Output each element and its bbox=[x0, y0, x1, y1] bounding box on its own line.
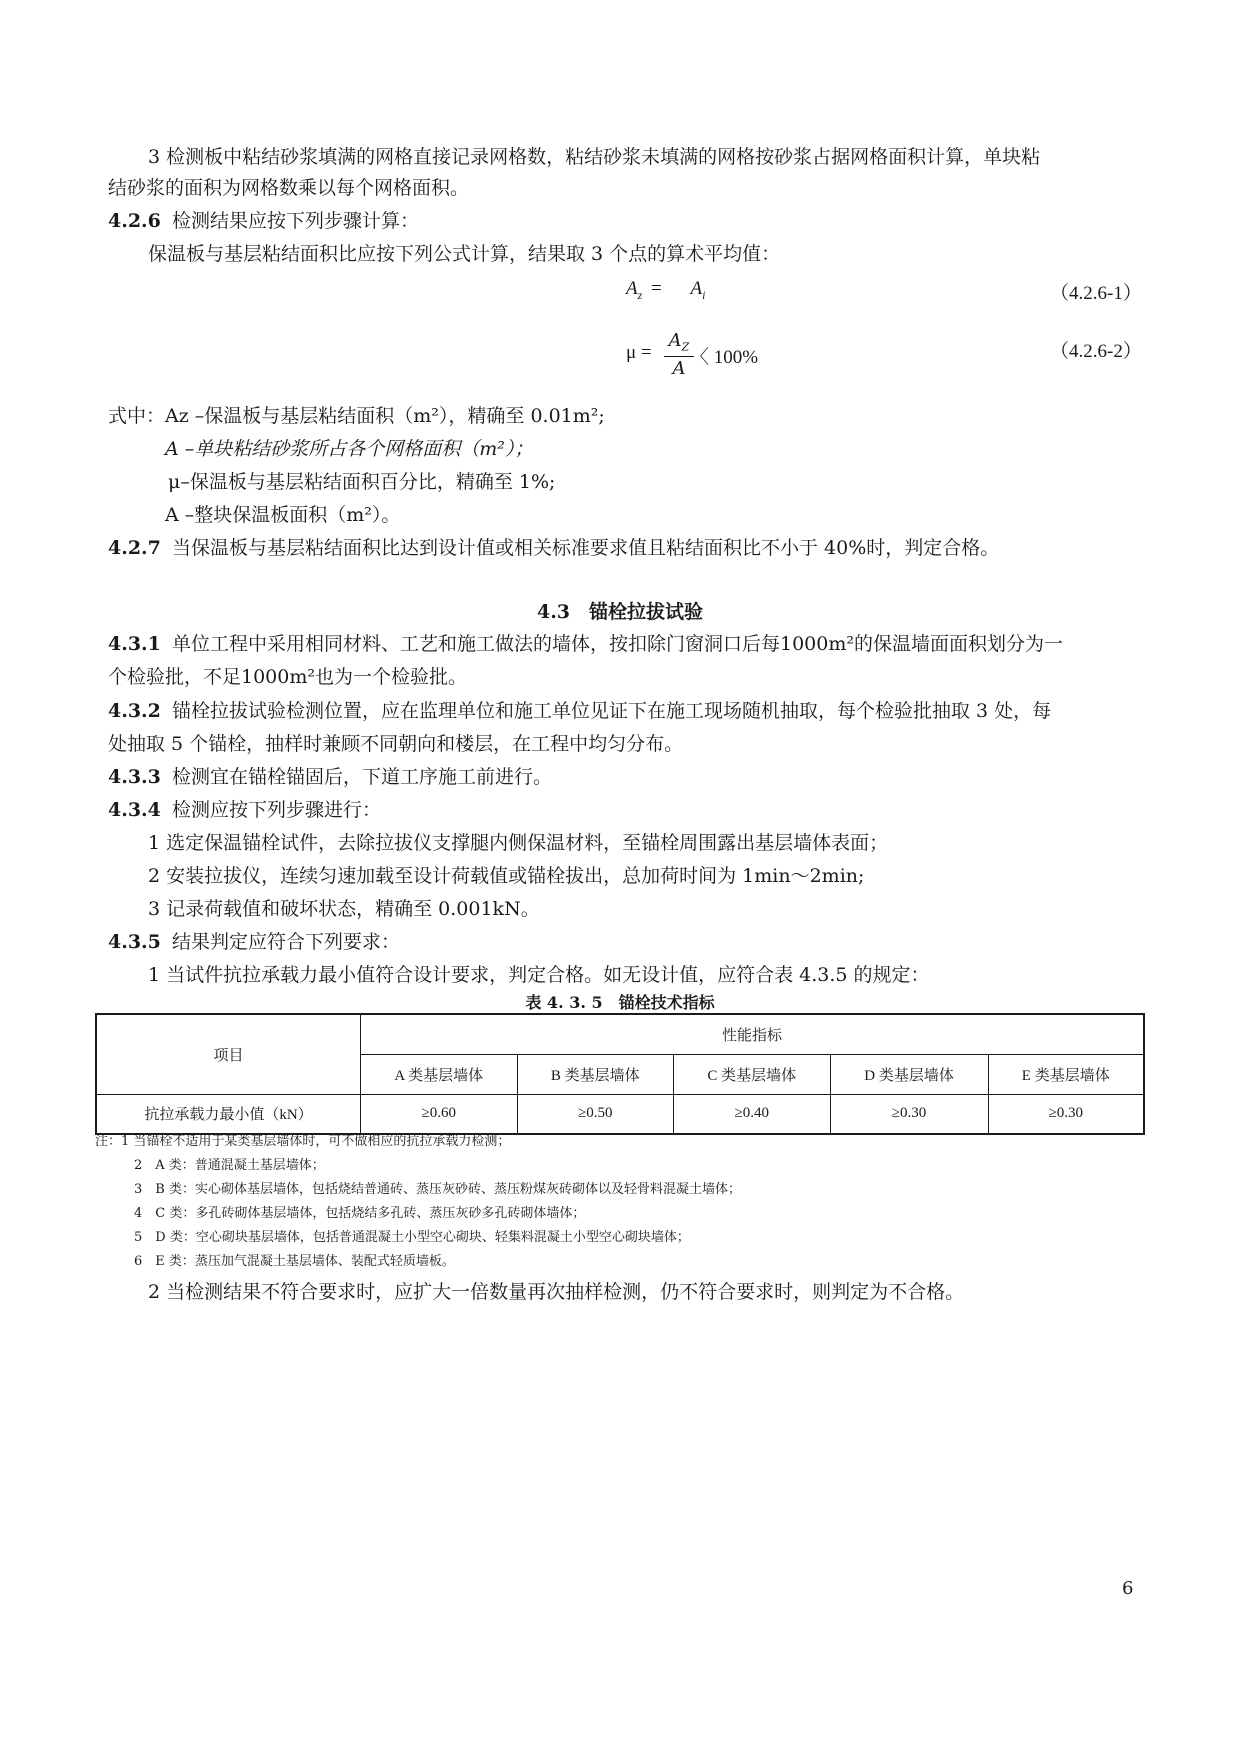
clause-number: 4.3.3 bbox=[108, 766, 161, 788]
clause-number: 4.3.4 bbox=[108, 799, 161, 821]
page-number: 6 bbox=[1122, 1578, 1134, 1599]
eq1-rhs-sub: i bbox=[702, 287, 706, 302]
clause-text: 结果判定应符合下列要求： bbox=[172, 931, 401, 953]
spec-table bbox=[95, 1013, 1145, 1135]
eq2-lhs: μ = bbox=[626, 342, 652, 363]
clause-number: 4.3.5 bbox=[108, 931, 161, 953]
clause-text: 个检验批，不足1000m²也为一个检验批。 bbox=[108, 666, 467, 688]
table-cell: ≥0.40 bbox=[674, 1094, 831, 1134]
step-item: 1 当试件抗拉承载力最小值符合设计要求，判定合格。如无设计值，应符合表 4.3.5 的规定： bbox=[148, 964, 930, 986]
table-row-label: 抗拉承载力最小值（kN） bbox=[96, 1094, 361, 1134]
eq1-lhs: A bbox=[626, 278, 638, 299]
eq1-lhs-sub: z bbox=[637, 287, 643, 302]
table-caption: 表 4. 3. 5 锚栓技术指标 bbox=[525, 993, 715, 1012]
clause-text: 检测结果应按下列步骤计算： bbox=[172, 210, 420, 232]
table-column-header: C 类基层墙体 bbox=[674, 1054, 831, 1094]
clause-number: 4.2.7 bbox=[108, 537, 161, 559]
where-line: A –整块保温板面积（m²）。 bbox=[165, 504, 401, 526]
table-note: 4 C 类：多孔砖砌体基层墙体，包括烧结多孔砖、蒸压灰砂多孔砖砌体墙体； bbox=[134, 1206, 586, 1221]
section-title: 4.3 锚栓拉拔试验 bbox=[536, 601, 704, 623]
table-column-header: B 类基层墙体 bbox=[517, 1054, 674, 1094]
where-line: 式中：Az –保温板与基层粘结面积（m²），精确至 0.01m²; bbox=[108, 405, 605, 427]
paragraph-line: 保温板与基层粘结面积比应按下列公式计算，结果取 3 个点的算术平均值： bbox=[148, 243, 781, 265]
table-header-item: 项目 bbox=[96, 1014, 361, 1094]
table-column-header: D 类基层墙体 bbox=[830, 1054, 988, 1094]
paragraph-line: 3 检测板中粘结砂浆填满的网格直接记录网格数，粘结砂浆未填满的网格按砂浆占据网格面积计算，单块粘 bbox=[148, 146, 1041, 168]
paragraph-line: 结砂浆的面积为网格数乘以每个网格面积。 bbox=[108, 177, 470, 199]
step-item: 1 选定保温锚栓试件，去除拉拔仪支撑腿内侧保温材料，至锚栓周围露出基层墙体表面； bbox=[148, 832, 889, 854]
eq2-denominator: A bbox=[672, 358, 686, 379]
clause-text: 检测宜在锚栓锚固后，下道工序施工前进行。 bbox=[172, 766, 553, 788]
table-cell: ≥0.50 bbox=[517, 1094, 674, 1134]
table-column-header: A 类基层墙体 bbox=[361, 1054, 518, 1094]
step-item: 2 安装拉拔仪，连续匀速加载至设计荷载值或锚栓拔出，总加荷时间为 1min～2min; bbox=[148, 865, 865, 887]
step-item: 3 记录荷载值和破坏状态，精确至 0.001kN。 bbox=[148, 898, 540, 920]
table-header-group: 性能指标 bbox=[361, 1014, 1145, 1054]
clause-text: 处抽取 5 个锚栓，抽样时兼顾不同朝向和楼层，在工程中均匀分布。 bbox=[108, 733, 684, 755]
equation-label: （4.2.6-1） bbox=[1050, 283, 1142, 304]
table-cell: ≥0.30 bbox=[988, 1094, 1144, 1134]
table-note: 5 D 类：空心砌块基层墙体，包括普通混凝土小型空心砌块、轻集料混凝土小型空心砌块墙体； bbox=[134, 1230, 690, 1245]
clause-number: 4.2.6 bbox=[108, 210, 161, 232]
where-line: A –单块粘结砂浆所占各个网格面积（m²）； bbox=[165, 438, 534, 460]
clause-text: 锚栓拉拔试验检测位置，应在监理单位和施工单位见证下在施工现场随机抽取，每个检验批抽取 3 处，每 bbox=[172, 700, 1052, 722]
table-column-header: E 类基层墙体 bbox=[988, 1054, 1144, 1094]
equation-label: （4.2.6-2） bbox=[1050, 341, 1142, 362]
eq2-numerator: $A_Z$ bbox=[668, 330, 690, 354]
table-note: 2 A 类：普通混凝土基层墙体； bbox=[134, 1158, 325, 1173]
table-note: 注：1 当锚栓不适用于某类基层墙体时，可不做相应的抗拉承载力检测； bbox=[95, 1134, 511, 1149]
table-note: 6 E 类：蒸压加气混凝土基层墙体、装配式轻质墙板。 bbox=[134, 1254, 455, 1269]
where-line: μ–保温板与基层粘结面积百分比，精确至 1%; bbox=[168, 471, 556, 493]
clause-number: 4.3.1 bbox=[108, 633, 161, 655]
eq1-equals: = bbox=[651, 278, 662, 299]
clause-number: 4.3.2 bbox=[108, 700, 161, 722]
table-cell: ≥0.60 bbox=[361, 1094, 518, 1134]
clause-text: 检测应按下列步骤进行： bbox=[172, 799, 382, 821]
step-item: 2 当检测结果不符合要求时，应扩大一倍数量再次抽样检测，仍不符合要求时，则判定为不合格。 bbox=[148, 1281, 965, 1303]
table-cell: ≥0.30 bbox=[830, 1094, 988, 1134]
eq1-rhs: A bbox=[690, 278, 703, 299]
equation-1 bbox=[626, 278, 705, 303]
clause-text: 单位工程中采用相同材料、工艺和施工做法的墙体，按扣除门窗洞口后每1000m²的保温墙面面积划分为一 bbox=[172, 633, 1063, 655]
table-note: 3 B 类：实心砌体基层墙体，包括烧结普通砖、蒸压灰砂砖、蒸压粉煤灰砖砌体以及轻骨料混凝土墙体； bbox=[134, 1182, 741, 1197]
clause-text: 当保温板与基层粘结面积比达到设计值或相关标准要求值且粘结面积比不小于 40%时，判定合格。 bbox=[172, 537, 1000, 559]
eq2-tail: 〈 100% bbox=[690, 347, 759, 368]
